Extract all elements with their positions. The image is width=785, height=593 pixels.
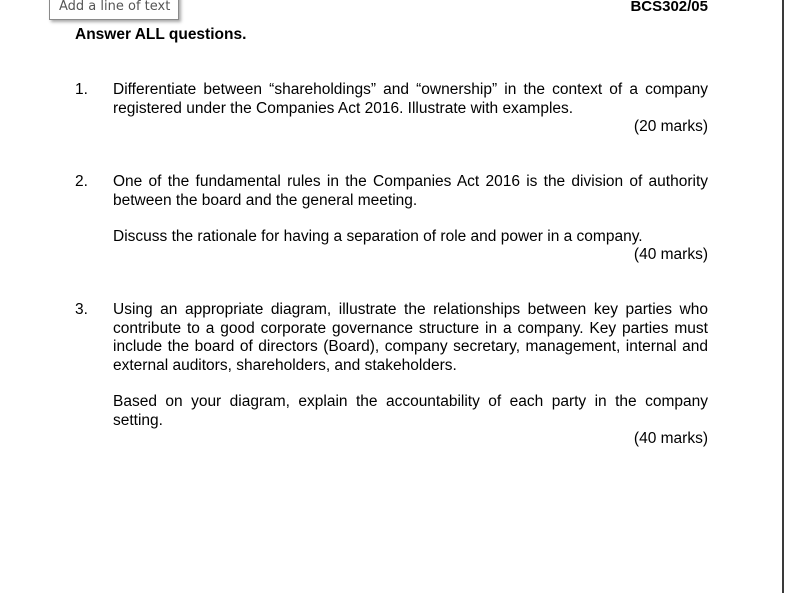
question-2-text: One of the fundamental rules in the Companies Act 2016 is the division of authority between the board and the general meeting. bbox=[113, 173, 708, 209]
question-2-task: Discuss the rationale for having a separation of role and power in a company. bbox=[113, 228, 643, 245]
question-3-text: Using an appropriate diagram, illustrate the relationships between key parties who contribute to a good corporate governance structure in a company. Key parties must include the board of directors (Board), company secretary, management, internal and external auditors, shareholders, and stakeholders. bbox=[113, 301, 708, 374]
add-line-text-box[interactable]: Add a line of text bbox=[49, 0, 179, 20]
instruction-heading: Answer ALL questions. bbox=[75, 26, 247, 43]
page-edge-divider bbox=[782, 0, 784, 593]
question-3-number: 3. bbox=[75, 301, 88, 318]
question-2-number: 2. bbox=[75, 173, 88, 190]
question-1-text: Differentiate between “shareholdings” and “ownership” in the context of a company registered under the Companies Act 2016. Illustrate with examples. bbox=[113, 81, 708, 117]
question-2-marks: (40 marks) bbox=[633, 246, 708, 263]
question-3-marks: (40 marks) bbox=[633, 430, 708, 447]
question-1-marks: (20 marks) bbox=[633, 118, 708, 135]
question-1-number: 1. bbox=[75, 81, 88, 98]
course-code: BCS302/05 bbox=[630, 0, 708, 15]
question-3-task: Based on your diagram, explain the accountability of each party in the company setting. bbox=[113, 393, 708, 429]
